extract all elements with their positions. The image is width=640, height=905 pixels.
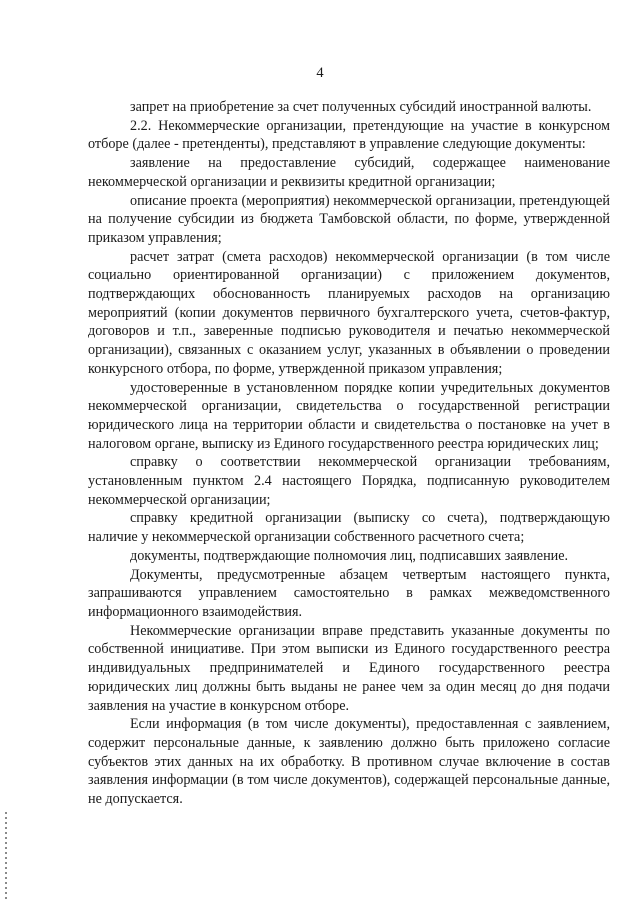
- paragraph-project-description: описание проекта (мероприятия) некоммерческой организации, претендующей на получение субсидии из бюджета Тамбовской области, по форме, утвержденной приказом управления;: [88, 192, 610, 246]
- paragraph-own-initiative: Некоммерческие организации вправе представить указанные документы по собственной инициативе. При этом выписки из Единого государственного реестра индивидуальных предпринимателей и Единого государственного реестра юридических лиц должны быть выданы не ранее чем за один месяц до дня подачи заявления на участие в конкурсном отборе.: [88, 622, 610, 714]
- binding-margin-mark: [5, 812, 7, 900]
- paragraph-cost-estimate: расчет затрат (смета расходов) некоммерческой организации (в том числе социально ориентированной организации) с приложением документов, подтверждающих обоснованность планируемых расходов на организацию мероприятий (копии документов первичного бухгалтерского учета, счетов-фактур, договоров и т.п., заверенные подписью руководителя и печатью некоммерческой организации), связанных с оказанием услуг, указанных в объявлении о проведении конкурсного отбора, по форме, утвержденной приказом управления;: [88, 248, 610, 377]
- paragraph-application: заявление на предоставление субсидий, содержащее наименование некоммерческой организации и реквизиты кредитной организации;: [88, 155, 610, 190]
- paragraph-certified-copies: удостоверенные в установленном порядке копии учредительных документов некоммерческой организации, свидетельства о государственной регистрации юридического лица на территории области и свидетельства о постановке на учет в налоговом органе, выписку из Единого государственного реестра юридических лиц;: [88, 379, 610, 452]
- paragraph-authority-documents: документы, подтверждающие полномочия лиц, подписавших заявление.: [130, 547, 569, 564]
- paragraph-2-2-documents: 2.2. Некоммерческие организации, претендующие на участие в конкурсном отборе (далее - претенденты), представляют в управление следующие документы:: [88, 117, 610, 153]
- paragraph-bank-statement: справку кредитной организации (выписку со счета), подтверждающую наличие у некоммерческой организации собственного расчетного счета;: [88, 510, 610, 546]
- page-number: 4: [316, 65, 324, 81]
- paragraph-compliance-certificate: справку о соответствии некоммерческой организации требованиям, установленным пунктом 2.4 настоящего Порядка, подписанную руководителем некоммерческой организации;: [88, 454, 610, 508]
- paragraph-interagency-request: Документы, предусмотренные абзацем четвертым настоящего пункта, запрашиваются управлением самостоятельно в рамках межведомственного информационного взаимодействия.: [88, 566, 610, 620]
- document-body: [88, 98, 610, 809]
- paragraph-personal-data: Если информация (в том числе документы), предоставленная с заявлением, содержит персональные данные, к заявлению должно быть приложено согласие субъектов этих данных на их обработку. В противном случае включение в состав заявления информации (в том числе документов), содержащей персональные данные, не допускается.: [88, 716, 610, 808]
- paragraph-currency-ban: запрет на приобретение за счет полученных субсидий иностранной валюты.: [130, 99, 592, 115]
